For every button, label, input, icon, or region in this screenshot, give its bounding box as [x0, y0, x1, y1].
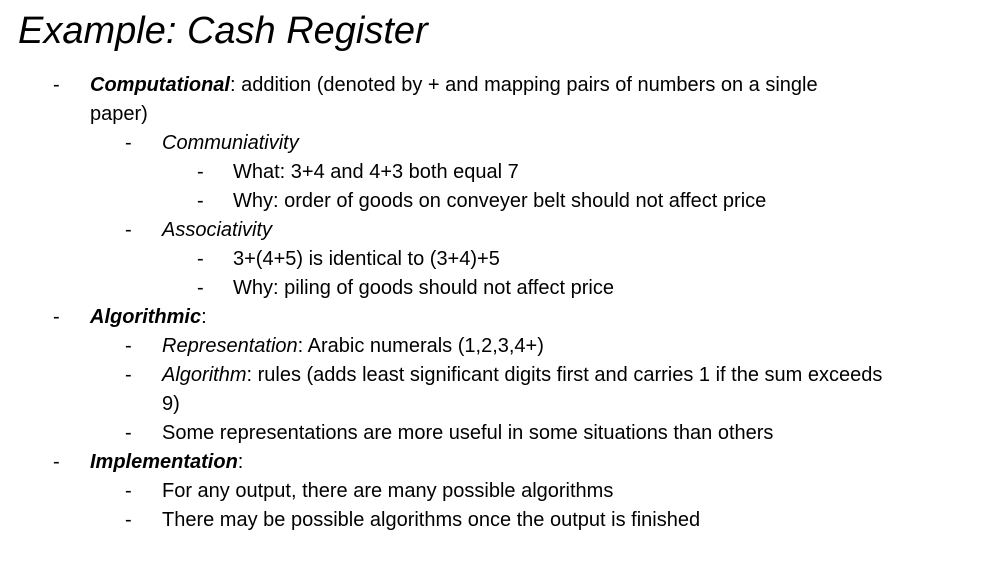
bullet-implementation-point-1 [0, 477, 985, 506]
term-representation: Representation [162, 335, 298, 357]
representations-note-text: Some representations are more useful in some situations than others [162, 422, 774, 444]
bullet-marker: - [125, 509, 132, 531]
bullet-marker: - [125, 132, 132, 154]
bullet-marker: - [125, 480, 132, 502]
representation-text: : Arabic numerals (1,2,3,4+) [297, 335, 544, 357]
bullet-text [162, 361, 882, 390]
computational-description: : addition (denoted by + and mapping pairs of numbers on a single [230, 74, 818, 96]
bullet-communiativity [0, 129, 985, 158]
bullet-text [90, 303, 207, 332]
bullet-marker: - [125, 364, 132, 386]
bullet-marker: - [125, 219, 132, 241]
bullet-marker: - [197, 190, 204, 212]
term-algorithm: Algorithm [162, 364, 247, 386]
bullet-algorithm [0, 361, 985, 390]
implementation-point-1-text: For any output, there are many possible algorithms [162, 480, 614, 502]
communiativity-why-text: Why: order of goods on conveyer belt should not affect price [233, 190, 767, 212]
bullet-marker: - [197, 248, 204, 270]
term-communiativity: Communiativity [162, 132, 299, 154]
term-associativity: Associativity [162, 219, 273, 241]
algorithmic-colon: : [201, 306, 207, 328]
slide-title: Example: Cash Register [18, 10, 428, 52]
algorithm-text: : rules (adds least significant digits first and carries 1 if the sum exceeds [246, 364, 883, 386]
bullet-marker: - [53, 74, 60, 96]
bullet-representations-note [0, 419, 985, 448]
communiativity-what-text: What: 3+4 and 4+3 both equal 7 [233, 161, 519, 183]
bullet-list [0, 71, 985, 535]
term-algorithmic: Algorithmic [90, 306, 202, 328]
bullet-algorithmic [0, 303, 985, 332]
bullet-marker: - [53, 306, 60, 328]
bullet-computational-continuation [0, 100, 985, 129]
associativity-why-text: Why: piling of goods should not affect price [233, 277, 614, 299]
bullet-associativity [0, 216, 985, 245]
bullet-associativity-why [0, 274, 985, 303]
bullet-algorithm-continuation [0, 390, 985, 419]
term-computational: Computational [90, 74, 230, 96]
implementation-point-2-text: There may be possible algorithms once the output is finished [162, 509, 701, 531]
bullet-marker: - [197, 277, 204, 299]
bullet-marker: - [197, 161, 204, 183]
bullet-representation [0, 332, 985, 361]
bullet-implementation [0, 448, 985, 477]
bullet-text [90, 448, 243, 477]
implementation-colon: : [237, 451, 244, 473]
bullet-text [162, 332, 544, 361]
bullet-text [90, 71, 818, 100]
computational-description-cont: paper) [90, 103, 148, 125]
bullet-associativity-example [0, 245, 985, 274]
term-implementation: Implementation [90, 451, 238, 473]
bullet-marker: - [125, 335, 132, 357]
bullet-marker: - [125, 422, 132, 444]
bullet-communiativity-why [0, 187, 985, 216]
bullet-marker: - [53, 451, 60, 473]
bullet-communiativity-what [0, 158, 985, 187]
algorithm-text-cont: 9) [162, 393, 180, 415]
bullet-computational [0, 71, 985, 100]
bullet-implementation-point-2 [0, 506, 985, 535]
associativity-example-text: 3+(4+5) is identical to (3+4)+5 [233, 248, 500, 270]
